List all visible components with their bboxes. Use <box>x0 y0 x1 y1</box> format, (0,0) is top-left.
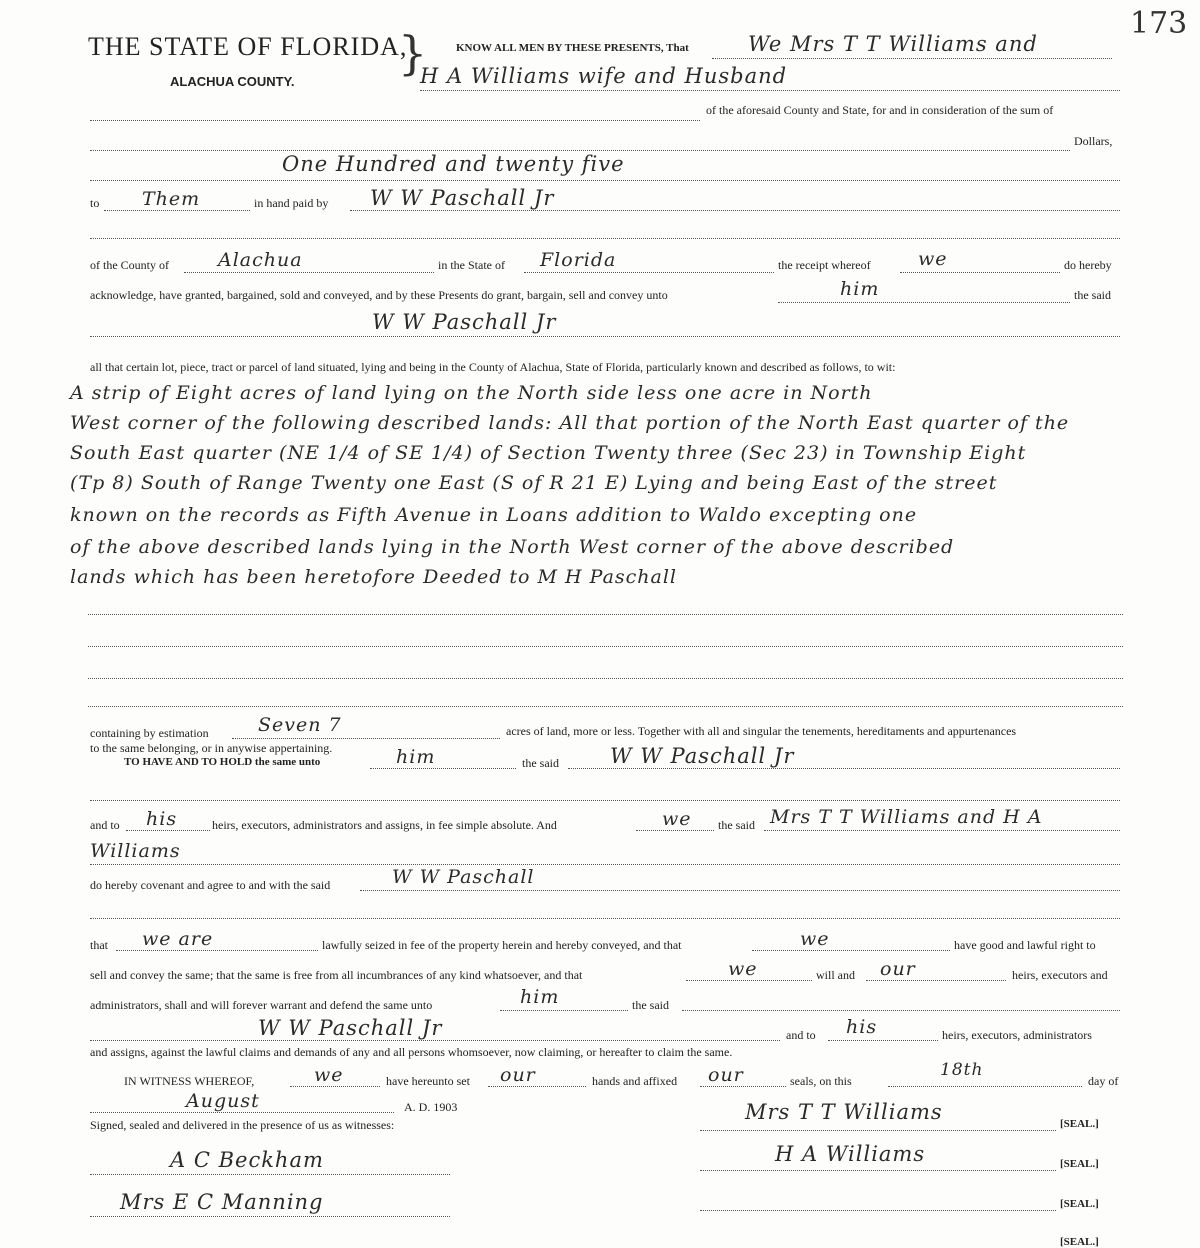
assigns-text: and assigns, against the lawful claims and demands of any and all persons whomsoever, now claiming, or hereafter to claim the same. <box>90 1045 733 1059</box>
sum-written: One Hundred and twenty five <box>282 152 625 176</box>
description-line <box>66 498 1156 528</box>
rule <box>90 1040 780 1041</box>
day-of-label: day of <box>1088 1074 1119 1088</box>
admin-value: him <box>520 986 560 1008</box>
sell-convey-text: sell and convey the same; that the same is free from all incumbrances of any kind whatsoever, and that <box>90 968 583 982</box>
brace-glyph: } <box>398 26 428 80</box>
rule <box>90 180 1120 181</box>
rule <box>488 1086 586 1087</box>
of-county-label: of the County of <box>90 258 169 272</box>
will-value: our <box>880 958 916 980</box>
and-to-2-label: and to <box>786 1028 816 1042</box>
have-good-text: have good and lawful right to <box>954 938 1096 952</box>
paid-by-value: W W Paschall Jr <box>370 186 555 210</box>
grantors-again-1: Mrs T T Williams and H A <box>770 806 1043 828</box>
rule <box>90 1216 450 1217</box>
county-value: Alachua <box>218 249 303 271</box>
administrators-text: administrators, shall and will forever warrant and defend the same unto <box>90 998 433 1012</box>
rule <box>866 980 1006 981</box>
rule <box>700 1170 1056 1171</box>
affixed-value: our <box>708 1064 744 1086</box>
rule <box>500 1010 628 1011</box>
rule <box>370 768 516 769</box>
acres-value: Seven 7 <box>258 714 342 736</box>
rule <box>90 120 700 121</box>
paid-by-label: in hand paid by <box>254 196 329 210</box>
lawfully-value: we <box>800 928 830 950</box>
rule <box>700 1086 786 1087</box>
month-value: August <box>186 1090 260 1112</box>
rule <box>778 302 1070 303</box>
rule <box>90 1174 450 1175</box>
signed-text: Signed, sealed and delivered in the presence of us as witnesses: <box>90 1118 395 1132</box>
receipt-label: the receipt whereof <box>778 258 871 272</box>
description-text: (Tp 8) South of Range Twenty one East (S of R 21 E) Lying and being East of the street <box>70 472 998 494</box>
day-value: 18th <box>940 1060 984 1080</box>
witness-name: A C Beckham <box>170 1148 324 1172</box>
lawfully-text: lawfully seized in fee of the property herein and hereby conveyed, and that <box>322 938 682 952</box>
acres-text: acres of land, more or less. Together with all and singular the tenements, hereditaments and appurtenances <box>506 724 1017 738</box>
rule <box>90 150 1070 151</box>
rule <box>88 678 1123 679</box>
heirs-exec-text: heirs, executors and <box>1012 968 1108 982</box>
description-line <box>66 560 1156 590</box>
heirs-text: heirs, executors, administrators and assigns, in fee simple absolute. And <box>212 818 557 832</box>
rule <box>116 950 318 951</box>
rule <box>90 864 1120 865</box>
description-line <box>66 376 1156 406</box>
to-have-grantee: W W Paschall Jr <box>610 744 795 768</box>
the-said-3: the said <box>718 818 755 832</box>
containing-label: containing by estimation <box>90 726 209 740</box>
and-to-2-value: his <box>846 1016 878 1038</box>
rule <box>828 1040 938 1041</box>
covenant-value: W W Paschall <box>392 866 535 888</box>
rule <box>104 210 250 211</box>
aforesaid-text: of the aforesaid County and State, for and in consideration of the sum of <box>706 103 1054 117</box>
state-title: THE STATE OF FLORIDA, <box>88 32 408 61</box>
do-hereby-label: do hereby <box>1064 258 1112 272</box>
rule <box>712 58 1112 59</box>
in-state-label: in the State of <box>438 258 505 272</box>
hereunto-label: have hereunto set <box>386 1074 470 1088</box>
rule <box>900 272 1060 273</box>
rule <box>88 646 1123 647</box>
rule <box>90 800 1120 801</box>
to-have-label: TO HAVE AND TO HOLD the same unto <box>124 756 321 768</box>
and-to-value: his <box>146 808 178 830</box>
description-text: West corner of the following described lands: All that portion of the North East quarter of the <box>70 412 1070 434</box>
acknowledge-text: acknowledge, have granted, bargained, sold and conveyed, and by these Presents do grant, bargain, sell and convey unto <box>90 288 668 302</box>
to-same-text: to the same belonging, or in anywise appertaining. <box>90 741 333 755</box>
signature: H A Williams <box>775 1142 926 1166</box>
that-value: we are <box>142 928 214 950</box>
rule <box>232 738 500 739</box>
rule <box>350 210 1120 211</box>
covenant-text: do hereby covenant and agree to and with the said <box>90 878 331 892</box>
rule <box>126 830 210 831</box>
rule <box>420 90 1120 91</box>
state-value: Florida <box>540 249 617 271</box>
grantee-value: W W Paschall Jr <box>372 310 557 334</box>
description-text: of the above described lands lying in the North West corner of the above described <box>70 536 955 558</box>
witness-value: we <box>314 1064 344 1086</box>
description-text: known on the records as Fifth Avenue in Loans addition to Waldo excepting one <box>70 504 918 526</box>
will-and-text: will and <box>816 968 855 982</box>
description-text: lands which has been heretofore Deeded to M H Paschall <box>70 566 678 588</box>
and-value: we <box>662 808 692 830</box>
description-line <box>66 466 1156 496</box>
sell-value: we <box>728 958 758 980</box>
page-number: 173 <box>1130 6 1188 41</box>
hereunto-value: our <box>500 1064 536 1086</box>
the-said-label: the said <box>1074 288 1111 302</box>
rule <box>888 1086 1082 1087</box>
acknowledge-value: him <box>840 278 880 300</box>
rule <box>90 1112 394 1113</box>
to-have-value: him <box>396 746 436 768</box>
witness-name: Mrs E C Manning <box>120 1190 324 1214</box>
rule <box>184 272 434 273</box>
grantors-line2: H A Williams wife and Husband <box>420 64 788 88</box>
signature: Mrs T T Williams <box>745 1100 943 1124</box>
all-that-text: all that certain lot, piece, tract or parcel of land situated, lying and being in the County of Alachua, State of Florida, particularly known and described as follows, to wit: <box>90 360 896 374</box>
dollars-text: Dollars, <box>1074 134 1113 148</box>
and-to-label: and to <box>90 818 120 832</box>
rule <box>752 950 950 951</box>
rule <box>636 830 714 831</box>
county-title: ALACHUA COUNTY. <box>170 74 295 89</box>
warrant-grantee: W W Paschall Jr <box>258 1016 443 1040</box>
description-line <box>66 406 1156 436</box>
rule <box>90 238 1120 239</box>
seal-label: [SEAL.] <box>1060 1198 1099 1210</box>
seal-label: [SEAL.] <box>1060 1236 1099 1248</box>
description-line <box>66 436 1156 466</box>
that-label: that <box>90 938 108 952</box>
the-said-4: the said <box>632 998 669 1012</box>
rule <box>360 890 1120 891</box>
rule <box>700 1210 1056 1211</box>
rule <box>682 1010 1120 1011</box>
seals-label: seals, on this <box>790 1074 852 1088</box>
description-text: A strip of Eight acres of land lying on the North side less one acre in North <box>70 382 873 404</box>
the-said-2: the said <box>522 756 559 770</box>
seal-label: [SEAL.] <box>1060 1158 1099 1170</box>
hands-label: hands and affixed <box>592 1074 678 1088</box>
rule <box>700 1130 1056 1131</box>
receipt-value: we <box>918 248 948 270</box>
rule <box>764 830 1120 831</box>
rule <box>88 614 1123 615</box>
to-label: to <box>90 196 100 210</box>
heirs-admin-text: heirs, executors, administrators <box>942 1028 1092 1042</box>
rule <box>90 918 1120 919</box>
rule <box>524 272 774 273</box>
rule <box>686 980 812 981</box>
know-all-men: KNOW ALL MEN BY THESE PRESENTS, That <box>456 42 689 54</box>
rule <box>290 1086 380 1087</box>
rule <box>568 768 1120 769</box>
in-witness-label: IN WITNESS WHEREOF, <box>124 1074 255 1088</box>
seal-label: [SEAL.] <box>1060 1118 1099 1130</box>
grantors-line1: We Mrs T T Williams and <box>748 32 1038 56</box>
to-value: Them <box>142 188 201 210</box>
rule <box>90 336 1120 337</box>
description-text: South East quarter (NE 1/4 of SE 1/4) of Section Twenty three (Sec 23) in Township Eight <box>70 442 1027 464</box>
rule <box>88 706 1123 707</box>
description-line <box>66 530 1156 560</box>
ad-year: A. D. 1903 <box>404 1100 458 1114</box>
grantors-again-2: Williams <box>90 840 181 862</box>
